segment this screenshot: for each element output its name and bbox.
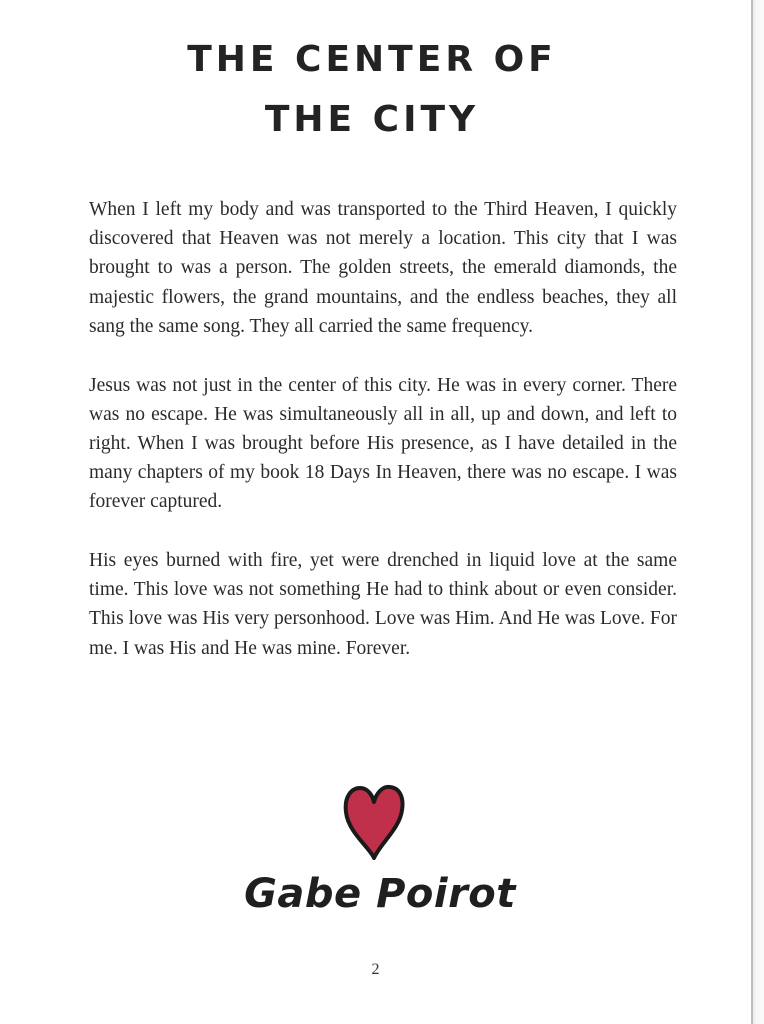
paragraph-3: His eyes burned with fire, yet were drenched in liquid love at the same time. This love was not something He had to think about or even consider. This love was His very personhood. Love was Him. And He was Love. For me. I was His and He was mine. Forever. xyxy=(89,550,677,659)
page-edge xyxy=(751,0,764,1024)
page-number: 2 xyxy=(371,961,380,978)
author-signature: Gabe Poirot xyxy=(244,871,516,917)
chapter-title-line-2: THE CITY xyxy=(264,99,480,141)
chapter-body xyxy=(89,195,677,692)
chapter-title xyxy=(0,30,744,150)
paragraph-1: When I left my body and was transported to the Third Heaven, I quickly discovered that Heaven was not merely a location. This city that I was brought to was a person. The golden streets, the emerald diamonds, the majestic flowers, the grand mountains, and the endless beaches, they all sang the same song. They all carried the same frequency. xyxy=(89,199,677,337)
chapter-title-line-1: THE CENTER OF xyxy=(187,39,557,81)
paragraph-2: Jesus was not just in the center of this city. He was in every corner. There was no escape. He was simultaneously all in all, up and down, and left to right. When I was brought before His presence, as I have detailed in the many chapters of my book 18 Days In Heaven, there was no escape. I was forever captured. xyxy=(89,374,677,513)
heart-icon xyxy=(340,782,408,862)
heart-shape xyxy=(346,787,403,858)
